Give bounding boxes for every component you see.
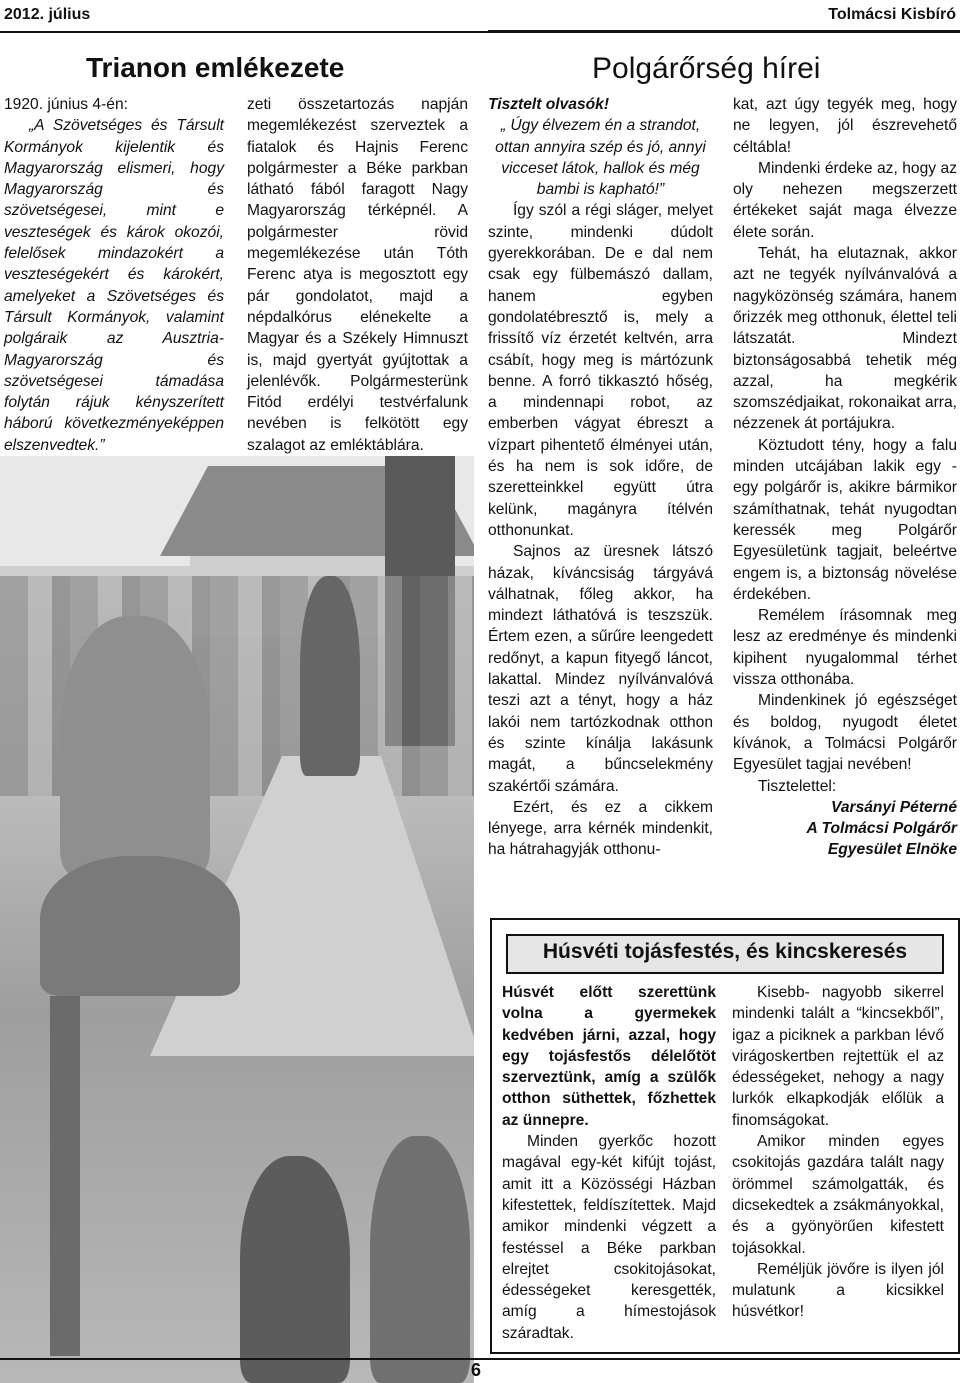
paragraph: Reméljük jövőre is ilyen jól mulatunk a kicsikkel húsvétkor! (732, 1260, 944, 1321)
easter-article-box (490, 918, 960, 1354)
publication-name: Tolmácsi Kisbíró (828, 6, 956, 23)
paragraph: Varsányi Péterné (831, 798, 957, 816)
paragraph: Tisztelettel: (757, 777, 837, 795)
section-rule (488, 30, 960, 32)
paragraph: Minden gyerkőc hozott magával egy-két kifújt tojást, amit itt a Közösségi Házban kifestettek, feldíszítettek. Majd amikor mindenki végzett a festéssel a Béke parkban elrejtet csokitojásokat, édességeket keresgették, amíg a hímestojások száradtak. (502, 1133, 716, 1342)
easter-column-2 (732, 982, 944, 1323)
paragraph: Köztudott tény, hogy a falu minden utcájában lakik egy - egy polgárőr is, akikre bármikor számíthatnak, tehát nyugodtan keressék meg Polgárőr Egyesületünk tagjait, beleértve engem is, a biztonság növelése érdekében. (733, 436, 957, 603)
polgarorseg-column-1 (488, 94, 713, 861)
photo-person (240, 1156, 350, 1383)
paragraph: Így szól a régi sláger, melyet szinte, mindenki dúdolt gyerekkorában. De e dal nem csak egy fülbemászó dallam, hanem egyben gondolatébresztő is, mely a frissítő víz érzetét keltvén, arra csábít, hogy meg is mártózunk benne. A forró tikkasztó hőség, a mindennapi robot, az emberben vágyat ébreszt a vízpart pihentető élményei után, és ha nem is sok időre, de szeretteinkkel együtt útra kelünk, magányra ítélvén otthonunkat. (488, 202, 713, 539)
paragraph: Sajnos az üresnek látszó házak, kíváncsiság tárgyává válhatnak, főleg akkor, ha mindezt láthatóvá is teszszük. Értem ezen, a sűrűre leengedett redőnyt, a kapun fityegő láncot, lakattal. Mindez nyílvánvalóvá teszi azt a tényt, hogy a ház lakói nem tartózkodnak otthon és szinte kínálja lakásunk magát, a bűncselekmény szakértői számára. (488, 543, 713, 795)
paragraph: Remélem írásomnak meg lesz az eredménye és mindenki kipihent nyugalommal térhet vissza otthonába. (733, 607, 957, 689)
paragraph: kat, azt úgy tegyék meg, hogy ne legyen, jól észrevehető céltábla! (733, 96, 957, 156)
paragraph: Tehát, ha elutaznak, akkor azt ne tegyék nyílvánvalóvá a nagyközönség számára, hanem őrizzék meg otthonuk, élettel teli látszatát. Mindezt biztonságosabbá tehetik még azzal, ha megkérik szomszédjaikat, rokonaikat arra, nézzenek át portájukra. (733, 245, 957, 433)
photo-person (300, 576, 360, 776)
commemoration-photo (0, 456, 474, 1383)
issue-date: 2012. július (4, 6, 91, 23)
polgarorseg-column-2 (733, 94, 957, 861)
paragraph: „A Szövetséges és Társult Kormányok kijelentik és Magyarország elismeri, hogy Magyarország és szövetségesei, mint e veszteségek és károk okozói, felelősek mindazokért a veszteségekért és károkért, amelyeket a Szövetséges és Társult Kormányok, valamint polgáraik az Ausztria-Magyarország és szövetségesei támadása folytán rájuk kényszerített háború következményeképpen elszenvedtek.” (4, 117, 224, 454)
easter-title-box (506, 934, 944, 974)
paragraph: Kisebb- nagyobb sikerrel mindenki talált a “kincsekből”, igaz a piciknek a parkban lévő virágoskertben rejtettük el az édességeket, nehogy a nagy lurkók elkapkodják előlük a finomságokat. (732, 984, 944, 1129)
photo-pole (50, 996, 80, 1356)
paragraph: Ezért, és ez a cikkem lényege, arra kérnék mindenkit, ha hátrahagyják otthonu- (488, 798, 713, 859)
paragraph: zeti összetartozás napján megemlékezést szerveztek a fiatalok és Hajnis Ferenc polgármester a Béke parkban látható fából faragott Nagy Magyarország térképnél. A polgármester rövid megemlékezése után Tóth Ferenc atya is megosztott egy pár gondolatot, majd a népdalkórus elénekelte a Magyar és a Székely Himnuszt is, majd gyertyát gyújtottak a jelenlévők. Polgármesterünk Fitód erdélyi testvérfalunk nevében is felkötött egy szalagot az emléktáblára. (247, 96, 468, 454)
trianon-title: Trianon emlékezete (86, 52, 345, 83)
easter-title: Húsvéti tojásfestés, és kincskeresés (542, 940, 908, 963)
paragraph: A Tolmácsi Polgárőr Egyesület Elnöke (806, 820, 957, 859)
paragraph: Mindenki érdeke az, hogy az oly nehezen megszerzett értékeket saját maga élvezze élete során. (733, 159, 957, 241)
trianon-column-2 (247, 94, 468, 456)
page-number: 6 (471, 1360, 482, 1380)
photo-person (370, 1136, 470, 1383)
paragraph: „ Úgy élvezem én a strandot, ottan annyira szép és jó, annyi vicceset látok, hallok és még bambi is kapható!” (495, 117, 706, 199)
photo-person (60, 616, 210, 876)
paragraph: 1920. június 4-én: (4, 96, 128, 113)
paragraph: Amikor minden egyes csokitojás gazdára talált nagy örömmel számolgatták, és dicsekedtek a zsákmányokkal, és a gyönyörűen kifestett tojásokkal. (732, 1133, 944, 1257)
paragraph: Tisztelt olvasók! (488, 96, 610, 113)
paragraph: Húsvét előtt szerettünk volna a gyermekek kedvében járni, azzal, hogy egy tojásfestős délelőtöt szerveztünk, amíg a szülők otthon süthettek, főzhettek az ünnepre. (502, 984, 716, 1129)
polgarorseg-title: Polgárőrség hírei (592, 52, 821, 85)
easter-column-1 (502, 982, 716, 1344)
paragraph: Mindenkinek jó egészséget és boldog, nyugodt életet kívánok, a Tolmácsi Polgárőr Egyesület tagjai nevében! (733, 692, 957, 774)
photo-person (40, 856, 240, 996)
